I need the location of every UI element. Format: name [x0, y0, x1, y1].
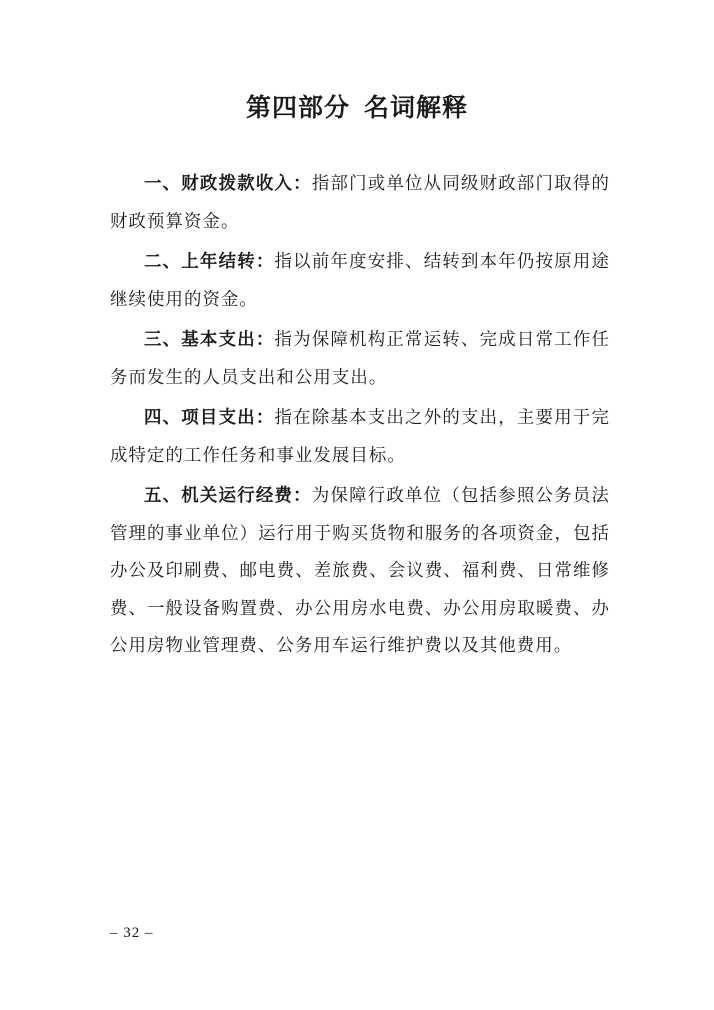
definition-item [110, 244, 610, 319]
definition-term: 一、财政拨款收入： [144, 174, 312, 194]
page-title-text: 名词解释 [364, 93, 469, 122]
definition-text: 指以前年度安排、结转到本年仍按原用途继续使用的资金。 [110, 252, 610, 310]
definitions-list [110, 166, 610, 669]
page-title-part: 第四部分 [245, 93, 350, 122]
definition-term: 三、基本支出： [144, 330, 275, 350]
definition-text: 指部门或单位从同级财政部门取得的财政预算资金。 [110, 174, 610, 232]
page-number: – 32 – [110, 925, 154, 941]
definition-term: 四、项目支出： [144, 408, 275, 428]
definition-text: 为保障行政单位（包括参照公务员法管理的事业单位）运行用于购买货物和服务的各项资金，包括办公及印刷费、邮电费、差旅费、会议费、福利费、日常维修费、一般设备购置费、办公用房水电费、办公用房取暖费、办公用房物业管理费、公务用车运行维护费以及其他费用。 [110, 486, 610, 656]
definition-text: 指为保障机构正常运转、完成日常工作任务而发生的人员支出和公用支出。 [110, 330, 610, 388]
definition-item [110, 400, 610, 475]
page-title [0, 88, 714, 124]
definition-text: 指在除基本支出之外的支出，主要用于完成特定的工作任务和事业发展目标。 [110, 408, 610, 466]
definition-item [110, 322, 610, 397]
definition-term: 二、上年结转： [144, 252, 275, 272]
definition-item [110, 478, 610, 666]
definition-item [110, 166, 610, 241]
definition-term: 五、机关运行经费： [144, 486, 312, 506]
